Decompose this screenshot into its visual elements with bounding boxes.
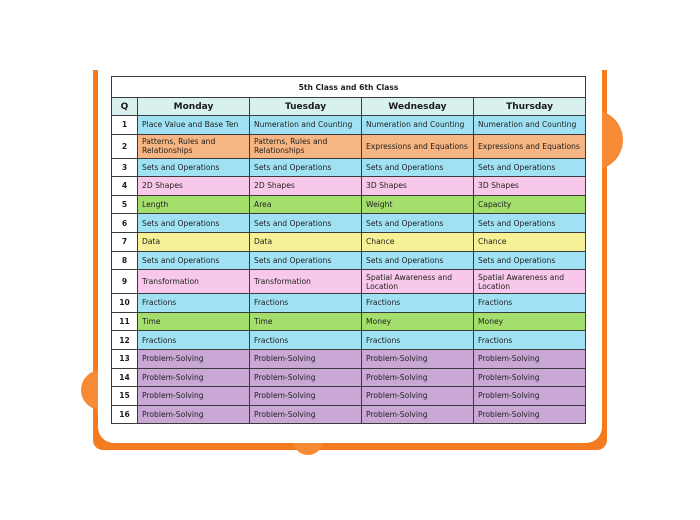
column-header-thursday: Thursday <box>474 98 586 116</box>
topic-cell <box>474 158 586 177</box>
topic-cell <box>362 177 474 196</box>
topic-text: 2D Shapes <box>254 181 295 191</box>
topic-cell <box>362 312 474 331</box>
topic-text: Capacity <box>478 200 512 210</box>
topic-text: Problem-Solving <box>366 391 428 401</box>
topic-text: Chance <box>366 237 395 247</box>
topic-cell <box>138 195 250 214</box>
table-row <box>112 134 586 158</box>
topic-text: Expressions and Equations <box>478 141 580 151</box>
question-number: 2 <box>112 134 138 158</box>
topic-cell <box>474 270 586 294</box>
topic-cell <box>138 270 250 294</box>
topic-cell <box>474 331 586 350</box>
topic-text: Chance <box>478 237 507 247</box>
question-number: 9 <box>112 270 138 294</box>
topic-cell <box>362 294 474 313</box>
question-number: 8 <box>112 251 138 270</box>
topic-text: Sets and Operations <box>142 218 220 228</box>
topic-cell <box>362 349 474 368</box>
topic-cell <box>474 405 586 424</box>
topic-text: Data <box>254 237 273 247</box>
question-number: 1 <box>112 116 138 135</box>
table-row <box>112 270 586 294</box>
topic-cell <box>362 368 474 387</box>
table-row <box>112 195 586 214</box>
topic-cell <box>474 116 586 135</box>
topic-cell <box>474 387 586 406</box>
topic-text: Problem-Solving <box>254 410 316 420</box>
topic-text: Problem-Solving <box>142 354 204 364</box>
topic-text: Sets and Operations <box>478 218 556 228</box>
topic-text: Spatial Awareness and Location <box>366 272 453 291</box>
topic-cell <box>138 331 250 350</box>
topic-text: Fractions <box>142 335 177 345</box>
topic-text: Fractions <box>254 335 289 345</box>
topic-cell <box>362 331 474 350</box>
topic-text: Fractions <box>366 298 401 308</box>
question-number: 10 <box>112 294 138 313</box>
header-row <box>112 98 586 116</box>
topic-text: Problem-Solving <box>366 372 428 382</box>
topic-cell <box>250 405 362 424</box>
table-row <box>112 405 586 424</box>
topic-cell <box>250 232 362 251</box>
topic-cell <box>250 134 362 158</box>
topic-cell <box>250 116 362 135</box>
topic-text: Transformation <box>142 277 199 287</box>
topic-text: Problem-Solving <box>142 372 204 382</box>
topic-cell <box>474 294 586 313</box>
topic-cell <box>362 251 474 270</box>
topic-text: Transformation <box>254 277 311 287</box>
topic-text: Problem-Solving <box>254 391 316 401</box>
topic-text: Money <box>366 317 392 327</box>
topic-cell <box>474 232 586 251</box>
topic-cell <box>138 294 250 313</box>
topic-text: Sets and Operations <box>142 255 220 265</box>
table-title: 5th Class and 6th Class <box>112 77 586 98</box>
topic-text: Fractions <box>478 335 513 345</box>
topic-cell <box>250 270 362 294</box>
topic-cell <box>250 331 362 350</box>
table-row <box>112 158 586 177</box>
table-row <box>112 232 586 251</box>
topic-text: 3D Shapes <box>478 181 519 191</box>
topic-text: Sets and Operations <box>478 255 556 265</box>
topic-cell <box>474 349 586 368</box>
question-number: 13 <box>112 349 138 368</box>
topic-text: Fractions <box>254 298 289 308</box>
topic-text: Numeration and Counting <box>254 120 353 130</box>
table-row <box>112 331 586 350</box>
topic-cell <box>138 251 250 270</box>
topic-text: Fractions <box>478 298 513 308</box>
topic-text: Problem-Solving <box>142 391 204 401</box>
topic-text: Problem-Solving <box>366 354 428 364</box>
topic-cell <box>138 387 250 406</box>
column-header-monday: Monday <box>138 98 250 116</box>
question-number: 12 <box>112 331 138 350</box>
topic-cell <box>474 177 586 196</box>
topic-cell <box>474 214 586 233</box>
topic-cell <box>250 177 362 196</box>
topic-cell <box>250 251 362 270</box>
topic-cell <box>362 214 474 233</box>
question-number: 7 <box>112 232 138 251</box>
table-row <box>112 312 586 331</box>
topic-cell <box>138 232 250 251</box>
topic-cell <box>250 387 362 406</box>
topic-text: Numeration and Counting <box>366 120 465 130</box>
topic-text: Data <box>142 237 161 247</box>
table-row <box>112 116 586 135</box>
topic-cell <box>474 134 586 158</box>
topic-text: Money <box>478 317 504 327</box>
topic-text: Problem-Solving <box>478 354 540 364</box>
topic-cell <box>362 270 474 294</box>
topic-cell <box>362 387 474 406</box>
topic-cell <box>138 214 250 233</box>
topic-cell <box>362 195 474 214</box>
table-row <box>112 368 586 387</box>
topic-text: Sets and Operations <box>366 218 444 228</box>
topic-cell <box>250 195 362 214</box>
table-body <box>112 116 586 424</box>
topic-cell <box>138 405 250 424</box>
question-number: 14 <box>112 368 138 387</box>
topic-cell <box>138 134 250 158</box>
topic-text: Sets and Operations <box>366 162 444 172</box>
topic-text: Place Value and Base Ten <box>142 120 239 130</box>
topic-cell <box>138 177 250 196</box>
topic-text: Patterns, Rules and Relationships <box>254 137 328 156</box>
question-number: 16 <box>112 405 138 424</box>
topic-text: Problem-Solving <box>366 410 428 420</box>
question-number: 5 <box>112 195 138 214</box>
question-number: 11 <box>112 312 138 331</box>
topic-text: Problem-Solving <box>254 354 316 364</box>
topic-cell <box>138 116 250 135</box>
topic-text: Numeration and Counting <box>478 120 577 130</box>
topic-text: Problem-Solving <box>254 372 316 382</box>
table-row <box>112 349 586 368</box>
table-row <box>112 214 586 233</box>
topic-text: Expressions and Equations <box>366 141 468 151</box>
topic-cell <box>362 134 474 158</box>
column-header-tuesday: Tuesday <box>250 98 362 116</box>
question-number: 4 <box>112 177 138 196</box>
table-row <box>112 294 586 313</box>
topic-text: Sets and Operations <box>366 255 444 265</box>
topic-text: Problem-Solving <box>478 410 540 420</box>
topic-cell <box>250 349 362 368</box>
topic-cell <box>474 368 586 387</box>
topic-text: Sets and Operations <box>254 218 332 228</box>
topic-text: Sets and Operations <box>478 162 556 172</box>
topic-text: Length <box>142 200 169 210</box>
column-header-wednesday: Wednesday <box>362 98 474 116</box>
question-number: 15 <box>112 387 138 406</box>
topic-cell <box>362 232 474 251</box>
topic-text: Fractions <box>142 298 177 308</box>
topic-text: Problem-Solving <box>478 391 540 401</box>
topic-text: Patterns, Rules and Relationships <box>142 137 216 156</box>
topic-text: Area <box>254 200 272 210</box>
table-row <box>112 177 586 196</box>
topic-text: Problem-Solving <box>142 410 204 420</box>
topic-text: 2D Shapes <box>142 181 183 191</box>
topic-cell <box>138 349 250 368</box>
topic-cell <box>250 368 362 387</box>
table-row <box>112 387 586 406</box>
topic-text: Problem-Solving <box>478 372 540 382</box>
schedule-table <box>111 76 586 424</box>
topic-text: Sets and Operations <box>142 162 220 172</box>
topic-text: Weight <box>366 200 393 210</box>
topic-cell <box>362 405 474 424</box>
topic-cell <box>362 158 474 177</box>
topic-cell <box>250 312 362 331</box>
topic-text: Sets and Operations <box>254 162 332 172</box>
topic-text: Spatial Awareness and Location <box>478 272 565 291</box>
topic-text: Time <box>254 317 273 327</box>
topic-text: Fractions <box>366 335 401 345</box>
topic-cell <box>138 158 250 177</box>
topic-cell <box>138 368 250 387</box>
topic-cell <box>250 214 362 233</box>
topic-cell <box>250 158 362 177</box>
question-number: 6 <box>112 214 138 233</box>
topic-text: 3D Shapes <box>366 181 407 191</box>
topic-cell <box>250 294 362 313</box>
table-row <box>112 251 586 270</box>
topic-text: Time <box>142 317 161 327</box>
topic-cell <box>362 116 474 135</box>
topic-text: Sets and Operations <box>254 255 332 265</box>
topic-cell <box>474 195 586 214</box>
topic-cell <box>474 312 586 331</box>
topic-cell <box>138 312 250 331</box>
column-header-q: Q <box>112 98 138 116</box>
question-number: 3 <box>112 158 138 177</box>
topic-cell <box>474 251 586 270</box>
